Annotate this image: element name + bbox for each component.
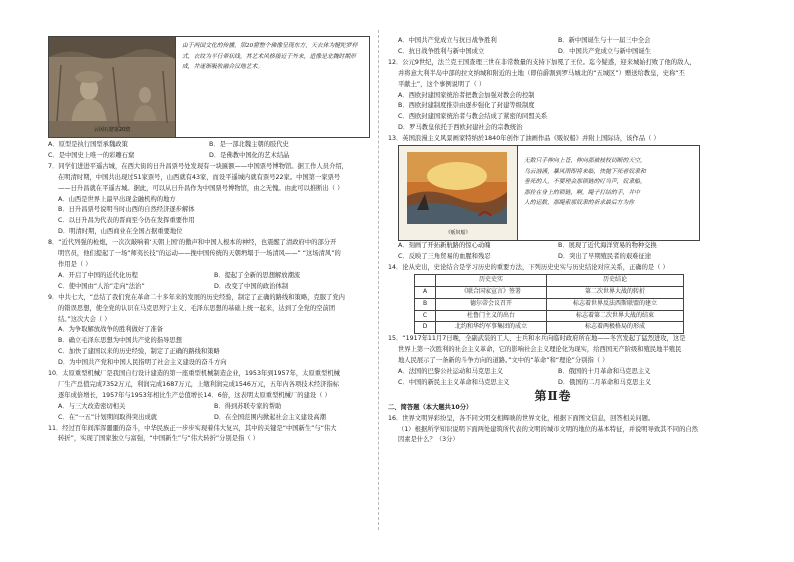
q8-stem-3: 作用是（ ） xyxy=(58,260,92,268)
table-row[interactable] xyxy=(415,286,684,298)
table-header-cell xyxy=(415,274,436,286)
q13-stem: 13．英国浪漫主义风景画家特纳於1840年创作了油画作品《贩奴船》并附上国际诗，该作品（ ） xyxy=(388,135,660,143)
q11-options-row2 xyxy=(388,47,718,58)
q13-option-a[interactable]: A．刻画了开拓新航路的惊心动魄 xyxy=(398,242,491,250)
q10-stem-2: 厂生产总值完成7352万元，利润完成1687万元，上缴利润完成1546万元，五年内各项技术经济指标 xyxy=(58,380,340,388)
table-cell: 第二次世界大战的转折 xyxy=(547,286,684,298)
poem-line-3: 垂死的人，不要理会那锁链的叮当声，奴隶船， xyxy=(524,179,646,186)
q6-options-row1 xyxy=(48,140,370,151)
poem-line-4: 那拴在身上的锁链，啊，绳子打结的手，井中 xyxy=(524,189,640,196)
q15-stem-3: 地人民展示了一条新的斗争方向的道路。”文中的“革命”和“理论”分别指（ ） xyxy=(398,357,609,365)
q10-option-a[interactable]: A．与三大改造密切相关 xyxy=(58,402,126,410)
q7-option-d[interactable]: D．明清时期，山西商业在全国占据重要地位 xyxy=(58,228,183,236)
yungang-buddha-image xyxy=(49,37,176,137)
q9-stem-2: 的错误思想，使全党的认识在马克思列宁主义、毛泽东思想的基础上统一起来，达到了全党的空前团 xyxy=(58,304,336,312)
q12-stem-3: 平献土”，这个事例说明了（ ） xyxy=(398,80,486,88)
poem-line-5: 人的运数，那绳索那奴隶的祈求最后方为你 xyxy=(524,200,635,207)
part-two-title: 第Ⅱ卷 xyxy=(534,388,572,403)
q9-option-d[interactable]: D．为中国共产党和中国人民指明了社会主义建设的奋斗方向 xyxy=(58,359,227,367)
q8-stem-2: 明官员，他们提起了一场“师夷长技”的运动——挽中国传统的天朝坍塌于一场清风——” “这场清风”的 xyxy=(58,250,341,258)
q10-stem-3: 逐年成倍增长，1957年与1953年相比生产总值增长14．6倍，这表明太原重型机械厂的建设（ ） xyxy=(58,391,331,399)
figure-description: 由于两国文化的传播，第20窟整个佛像呈现东方，天衣体为犍陀罗样式，衣纹为平行带状线，其艺术风格接近于外来，造像是北魏时期形成，并逐渐吸收融合汉地艺术。 xyxy=(182,43,358,70)
q7-option-a[interactable]: A．山西是世界上最早出现金融机构的地方 xyxy=(58,195,176,203)
table-cell: C xyxy=(415,310,436,322)
q16-stem-3: 因素是什么？（3分） xyxy=(398,436,459,444)
table-cell: 《联合国家宣言》签署 xyxy=(436,286,547,298)
q6-option-b[interactable]: B．是一部北魏主朝的肢代史 xyxy=(209,141,289,148)
q12-option-b[interactable]: B．西欧封建制度推崇由逐步强化了封建等级制度 xyxy=(398,102,535,110)
q10-options-row2 xyxy=(48,413,370,424)
q11-option-a[interactable]: A．中国共产党成立与抗日战争胜利 xyxy=(398,37,497,44)
q12-stem-1: 12．公元9世纪，法兰克王国查理三世在非常数量的支持下加冕了王位。迄今疑惑，迎来城始打败了他的敌人， xyxy=(388,58,696,66)
q15-options-row1 xyxy=(388,367,718,378)
q15-options-row2 xyxy=(388,378,718,389)
q8-option-d[interactable]: D．改变了中国的政治体制 xyxy=(214,282,289,290)
q7-stem-1: 7．同学们进进平遥古城，在西大街的日升昌票号处发现有一块匾额——中国票号博物馆。据工作人员介绍， xyxy=(48,162,348,170)
q13-option-b[interactable]: B．展现了近代海洋贸易的物种交换 xyxy=(558,242,657,250)
q7-option-c[interactable]: C．以日升昌为代表的晋商至今仍在发挥重要作用 xyxy=(58,217,195,225)
table-header-cell: 历史史实 xyxy=(436,274,547,286)
poem-block xyxy=(518,146,699,240)
table-cell: 杜鲁门主义的出台 xyxy=(436,310,547,322)
q11-options-row1 xyxy=(388,36,718,47)
q13-options-row2 xyxy=(388,252,718,263)
q13-options-row1 xyxy=(388,241,718,252)
table-row[interactable] xyxy=(415,322,684,334)
q10-option-d[interactable]: D．在全国范围内掀起社会主义建设高潮 xyxy=(214,413,326,421)
table-cell: D xyxy=(415,322,436,334)
q7-stem-2: 在明清时期，中国共出现过51家票号，山西就有43家，而设平遥城内就有票号22家。中国第一家票号 xyxy=(58,173,341,181)
q15-option-a[interactable]: A．法国的巴黎公社运动和马克思主义 xyxy=(398,368,504,376)
q13-figure xyxy=(398,145,700,241)
q13-option-d[interactable]: D．突出了早期殖民者的艰难征途 xyxy=(558,252,652,260)
table-cell: 标志着两极格局的形成 xyxy=(547,322,684,334)
q15-option-d[interactable]: D．俄国的二月革命和马克思主义 xyxy=(558,378,652,386)
q12-option-a[interactable]: A．西欧封建国家统治者把教会加强对教会的控制 xyxy=(398,91,535,99)
q8-options-row1 xyxy=(48,271,370,282)
q16-stem-1: 16．世界文明异彩纷呈，各不同文明交相辉映的世界文化，根据下面图文信息，回答相关问题。 xyxy=(388,414,655,422)
q12-stem-2: 并将意大利半岛中部的拉文纳城和附近的土地（即伯爵割到罗马城北的“五城区”）赠送给教皇，史称“丕 xyxy=(398,69,685,77)
section-heading: 二、简答题（本大题共10分） xyxy=(388,403,473,411)
q15-stem-1: 15．“1917年11月7日晚，全副武装的工人、士兵和水兵向临时政府所在地——冬宫发起了猛烈进攻，这是 xyxy=(388,335,686,343)
table-row[interactable] xyxy=(415,310,684,322)
left-column xyxy=(48,36,370,445)
q9-stem-3: 结。”这次大会（ ） xyxy=(58,315,111,323)
q10-options-row1 xyxy=(48,402,370,413)
q9-stem-1: 9．中共七大，“总结了我们党在革命二十多年来的发展的历史经验，制定了正确的路线和策略，克服了党内 xyxy=(48,293,345,301)
q6-option-a[interactable]: A．原型是执行国型承魏政策 xyxy=(48,141,128,148)
q12-option-c[interactable]: C．西欧封建国家统治者与教会结成了紧密的同盟关系 xyxy=(398,113,548,121)
slave-ship-painting xyxy=(399,146,518,240)
q11-option-d[interactable]: D．中国共产党成立与新中国诞生 xyxy=(558,47,652,55)
table-cell: B xyxy=(415,298,436,310)
slave-ship-painting-icon xyxy=(399,146,517,240)
q14-table xyxy=(414,274,684,335)
table-cell: A xyxy=(415,286,436,298)
q9-option-b[interactable]: B．确立毛泽东思想为中国共产党的指导思想 xyxy=(58,337,182,345)
q6-option-d[interactable]: D．是佛教中国化的艺术结晶 xyxy=(209,151,290,159)
right-column xyxy=(388,36,718,446)
q9-option-c[interactable]: C．加快了建国以来的历史经验，制定了正确的路线和策略 xyxy=(58,348,220,356)
q9-option-a[interactable]: A．为争取解放战争的胜利做好了准备 xyxy=(58,326,164,334)
yungang-buddha-icon xyxy=(49,37,175,137)
table-cell: 标志着世界反法西斯联盟的建立 xyxy=(547,298,684,310)
q11-option-b[interactable]: B．新中国诞生与十一届三中全会 xyxy=(558,37,651,44)
table-cell: 德尔蒂会议召开 xyxy=(436,298,547,310)
table-header xyxy=(415,274,684,286)
q8-option-b[interactable]: B．提起了全新的思想解放潮流 xyxy=(214,271,301,279)
q10-option-c[interactable]: C．在“一五”计划期间取得突出成就 xyxy=(58,413,158,421)
painting-caption: 《贩奴船》 xyxy=(445,230,471,237)
poem-line-1: 无数只手伸向上苍，伸向那被枝杈切断的天空， xyxy=(524,158,646,165)
q6-option-c[interactable]: C．是中国史上唯一的彩雕石窟 xyxy=(48,151,135,159)
q11-stem-1: 11．经过百年间浑浑噩噩的奋斗，中华民族正一步步实现着伟大复兴，其中的关键是“中国新生”与“伟大 xyxy=(48,424,337,432)
q11-stem-2: 转折”，实现了国家独立与富强，“中国新生”与“伟大转折”分别是指（ ） xyxy=(58,435,259,443)
q14-stem: 14．论从史出，史论结合是学习历史的重要方法，下列历史史实与历史结论对应关系，正确的是（ ） xyxy=(388,263,669,271)
q7-stem-3: ——日升昌就在平遥古城。据此，可以从日升昌作为中国票号博物馆，由之无愧。由此可以推断出（ ） xyxy=(58,184,344,192)
q8-option-c[interactable]: C．使中国由“人治”走向“法治” xyxy=(58,282,145,290)
q15-option-c[interactable]: C．中国的新民主主义革命和马克思主义 xyxy=(398,378,510,386)
table-cell: 标志着第二次世界大战的结束 xyxy=(547,310,684,322)
q6-options-row2 xyxy=(48,151,370,162)
q15-option-b[interactable]: B．俄国的十月革命和马克思主义 xyxy=(558,368,651,376)
q12-option-d[interactable]: D．罗马教皇依托于西欧封建社会的宗教统治 xyxy=(398,124,523,132)
q15-stem-2: 世界上第一次胜利的社会主义革命，它的影响社会主义理论化为现实，给西国无产阶级和殖民地半殖民 xyxy=(398,346,682,354)
figure-caption: 云冈石窟第20窟 xyxy=(93,127,131,134)
q6-figure xyxy=(48,36,370,138)
poem-line-2: 乌云汹涌，暴风雨即将来临，快抛下死者奴隶和 xyxy=(524,168,646,175)
q8-stem-1: 8．“近代列强的枪炮，一次次敲响着‘天朝上国’的傲声和中国人根本的神经，也震醒了清政府中的部分开 xyxy=(48,239,337,247)
q13-option-c[interactable]: C．反映了三角贸易的血腥和残忍 xyxy=(398,252,491,260)
table-header-cell: 历史结论 xyxy=(547,274,684,286)
q8-option-a[interactable]: A．开启了中国的近代化历程 xyxy=(58,271,138,279)
q16-stem-2: （1）根据所学知识说明下面两处建筑所代表的文明的城市文明的地位的基本特征，并说明导致其不同的自然 xyxy=(398,425,698,433)
q11-option-c[interactable]: C．抗日战争胜利与新中国成立 xyxy=(398,47,485,55)
table-row[interactable] xyxy=(415,298,684,310)
q7-option-b[interactable]: B．日升昌票号说明当时山西的自然经济逐步解体 xyxy=(58,206,195,214)
q8-options-row2 xyxy=(48,282,370,293)
table-cell: 北约和华约军事集团的成立 xyxy=(436,322,547,334)
q10-stem-1: 10．太原重型机械厂是我国自行设计建造的第一座重型机械制造企业，1953年到1957年，太原重型机械 xyxy=(48,370,340,378)
q10-option-b[interactable]: B．得到苏联专家的帮助 xyxy=(214,402,282,410)
column-divider xyxy=(378,30,379,530)
